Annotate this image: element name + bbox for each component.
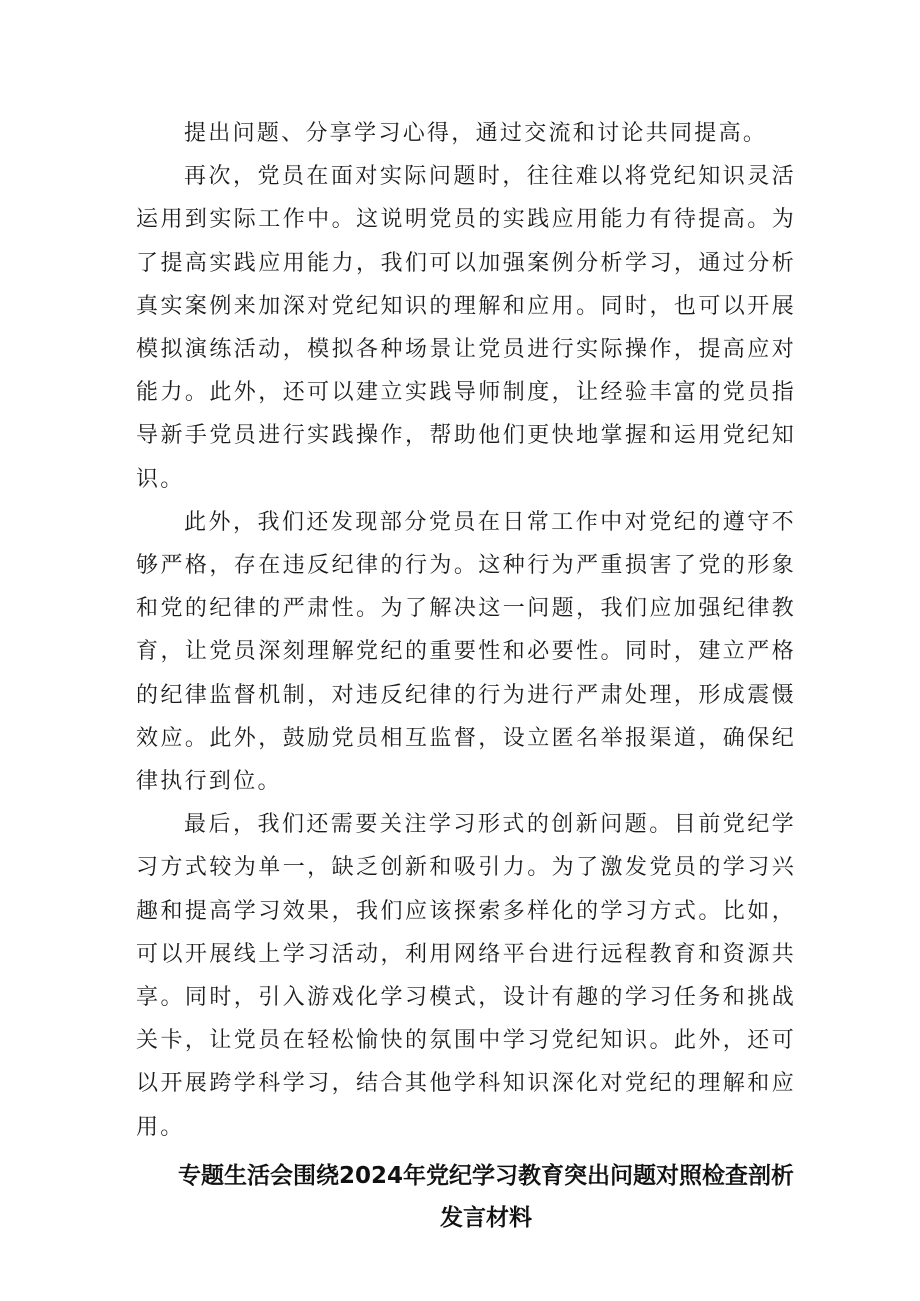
paragraph-discipline: 此外，我们还发现部分党员在日常工作中对党纪的遵守不够严格，存在违反纪律的行为。这种行为严重损害了党的形象和党的纪律的严肃性。为了解决这一问题，我们应加强纪律教育，让党员深刻理解党纪的重要性和必要性。同时，建立严格的纪律监督机制，对违反纪律的行为进行严肃处理，形成震慑效应。此外，鼓励党员相互监督，设立匿名举报渠道，确保纪律执行到位。 [136, 509, 796, 795]
paragraph-innovation: 最后，我们还需要关注学习形式的创新问题。目前党纪学习方式较为单一，缺乏创新和吸引力。为了激发党员的学习兴趣和提高学习效果，我们应该探索多样化的学习方式。比如，可以开展线上学习活动，利用网络平台进行远程教育和资源共享。同时，引入游戏化学习模式，设计有趣的学习任务和挑战关卡，让党员在轻松愉快的氛围中学习党纪知识。此外，还可以开展跨学科学习，结合其他学科知识深化对党纪的理解和应用。 [136, 812, 796, 1140]
paragraph-continuation: 提出问题、分享学习心得，通过交流和讨论共同提高。 [184, 121, 768, 146]
heading-line-1: 专题生活会围绕2024年党纪学习教育突出问题对照检查剖析 [177, 1162, 794, 1189]
heading-line-2: 发言材料 [440, 1204, 532, 1231]
paragraph-practice: 再次，党员在面对实际问题时，往往难以将党纪知识灵活运用到实际工作中。这说明党员的实践应用能力有待提高。为了提高实践应用能力，我们可以加强案例分析学习，通过分析真实案例来加深对党纪知识的理解和应用。同时，也可以开展模拟演练活动，模拟各种场景让党员进行实际操作，提高应对能力。此外，还可以建立实践导师制度，让经验丰富的党员指导新手党员进行实践操作，帮助他们更快地掌握和运用党纪知识。 [136, 164, 796, 492]
section-heading [176, 1155, 796, 1239]
document-page [136, 112, 796, 1239]
